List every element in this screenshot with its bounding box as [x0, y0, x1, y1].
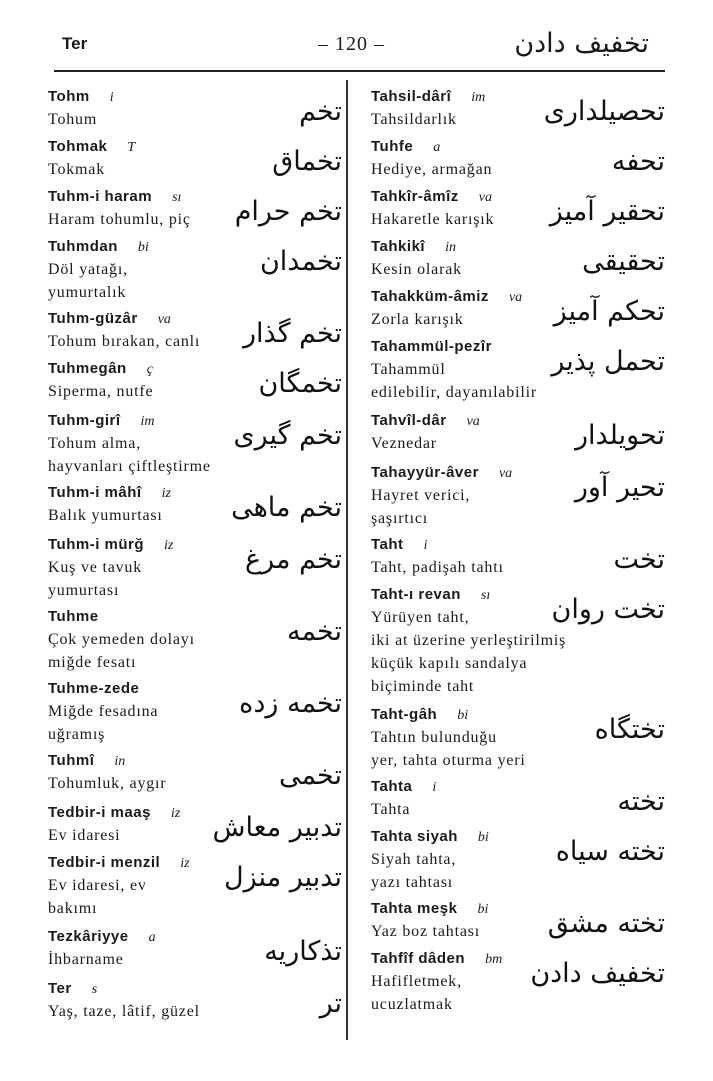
- entry-headword: Tuhme: [48, 608, 99, 625]
- entry-grammar-tag: bi: [457, 708, 469, 723]
- entry-headword: Tahayyür-âver: [371, 464, 479, 481]
- dictionary-entry: [371, 828, 671, 894]
- dictionary-entry: [371, 238, 671, 281]
- entry-definition-line: Siperma, nutfe: [48, 383, 154, 400]
- entry-arabic-script: تخم ماهی: [231, 492, 342, 523]
- entry-arabic-script: تختگاه: [594, 714, 665, 745]
- entry-definition-line: Yaş, taze, lâtif, güzel: [48, 1003, 200, 1020]
- entry-arabic-script: تحیر آور: [574, 472, 665, 503]
- entry-arabic-script: تخت: [613, 544, 665, 575]
- entry-definition-line: Ev idaresi, ev: [48, 877, 147, 894]
- entry-grammar-tag: iz: [180, 856, 190, 871]
- entry-headword: Tedbir-i maaş: [48, 804, 151, 821]
- dictionary-entry: [371, 338, 671, 404]
- entry-arabic-script: تخته سیاه: [555, 836, 665, 867]
- entry-arabic-script: تخم گذار: [242, 318, 342, 349]
- entry-grammar-tag: i: [109, 90, 114, 105]
- entry-definition-line: Tohum: [48, 111, 98, 128]
- entry-headword: Tahkikî: [371, 238, 426, 255]
- entry-definition-line: yumurtası: [48, 582, 120, 599]
- entry-definition-line: yazı tahtası: [371, 874, 454, 891]
- entry-head-line: [48, 980, 348, 1000]
- entry-headword: Tahta meşk: [371, 900, 458, 917]
- entry-grammar-tag: T: [127, 140, 136, 155]
- dictionary-entry: [371, 412, 671, 455]
- dictionary-entry: [371, 288, 671, 331]
- entry-definition-line: Hayret verici,: [371, 487, 471, 504]
- entry-headword: Tuhmdan: [48, 238, 118, 255]
- dictionary-entry: [48, 188, 348, 231]
- entry-headword: Tahakküm-âmiz: [371, 288, 489, 305]
- entry-headword: Tahsil-dârî: [371, 88, 452, 105]
- entry-grammar-tag: i: [432, 780, 437, 795]
- entry-definition-line: Veznedar: [371, 435, 437, 452]
- entry-definition-line: Döl yatağı,: [48, 261, 128, 278]
- dictionary-entry: [48, 804, 348, 847]
- entry-headword: Tohm: [48, 88, 90, 105]
- entry-definition-line: Hediye, armağan: [371, 161, 493, 178]
- entry-grammar-tag: bm: [485, 952, 503, 967]
- entry-headword: Tahvîl-dâr: [371, 412, 447, 429]
- entry-arabic-script: تدبیر منزل: [224, 862, 342, 893]
- entry-definition-line: Tahammül: [371, 361, 446, 378]
- entry-definition-line: miğde fesatı: [48, 654, 137, 671]
- entry-headword: Tuhm-i mürğ: [48, 536, 145, 553]
- entry-definition-line: yer, tahta oturma yeri: [371, 752, 526, 769]
- dictionary-entry: [48, 752, 348, 795]
- entry-definition-line: Haram tohumlu, piç: [48, 211, 191, 228]
- entry-definition-line: Yürüyen taht,: [371, 609, 470, 626]
- entry-headword: Tahfîf dâden: [371, 950, 466, 967]
- entry-arabic-script: تخم مرغ: [245, 544, 342, 575]
- entry-grammar-tag: ç: [146, 362, 153, 377]
- entry-arabic-script: تدبیر معاش: [212, 812, 342, 843]
- entry-arabic-script: تخمه زده: [239, 688, 342, 719]
- dictionary-entry: [48, 680, 348, 746]
- dictionary-entry: [371, 586, 671, 698]
- entry-arabic-script: تحقیر آمیز: [549, 196, 665, 227]
- entry-headword: Taht-gâh: [371, 706, 438, 723]
- dictionary-entry: [371, 536, 671, 579]
- entry-definition-line: ucuzlatmak: [371, 996, 453, 1013]
- header-rule: [54, 70, 665, 72]
- dictionary-entry: [48, 608, 348, 674]
- entry-grammar-tag: i: [423, 538, 428, 553]
- entry-definition-line: Balık yumurtası: [48, 507, 163, 524]
- dictionary-entry: [48, 310, 348, 353]
- entry-definition-line: Miğde fesadına: [48, 703, 159, 720]
- entry-headword: Taht: [371, 536, 404, 553]
- entry-grammar-tag: in: [114, 754, 126, 769]
- entry-definition-line: Tohumluk, aygır: [48, 775, 167, 792]
- dictionary-entry: [371, 138, 671, 181]
- entry-grammar-tag: va: [466, 414, 480, 429]
- dictionary-entry: [48, 138, 348, 181]
- entry-arabic-script: تخت روان: [551, 594, 665, 625]
- dictionary-entry: [48, 854, 348, 920]
- dictionary-entry: [371, 706, 671, 772]
- entry-definition-line: Tohum bırakan, canlı: [48, 333, 201, 350]
- entry-definition-line: Tahtın bulunduğu: [371, 729, 497, 746]
- entry-grammar-tag: a: [433, 140, 441, 155]
- entry-definition-line: uğramış: [48, 726, 106, 743]
- entry-grammar-tag: in: [445, 240, 456, 255]
- dictionary-entry: [48, 536, 348, 602]
- entry-definition-line: Ev idaresi: [48, 827, 121, 844]
- entry-grammar-tag: im: [140, 414, 155, 429]
- entry-headword: Tezkâriyye: [48, 928, 129, 945]
- entry-arabic-script: تخمه: [286, 616, 342, 647]
- entry-grammar-tag: a: [148, 930, 156, 945]
- entry-headword: Taht-ı revan: [371, 586, 461, 603]
- entry-arabic-script: تخته: [617, 786, 665, 817]
- dictionary-entry: [371, 950, 671, 1016]
- entry-arabic-script: تحویلدار: [574, 420, 665, 451]
- entry-arabic-script: تخمی: [278, 760, 342, 791]
- entry-grammar-tag: iz: [164, 538, 174, 553]
- entry-headword: Tuhmegân: [48, 360, 127, 377]
- entry-grammar-tag: va: [157, 312, 171, 327]
- entry-definition-line: iki at üzerine yerleştirilmiş: [371, 632, 567, 649]
- entry-definition-line: Zorla karışık: [371, 311, 464, 328]
- entry-grammar-tag: iz: [161, 486, 171, 501]
- entry-grammar-tag: sı: [480, 588, 491, 603]
- entry-definition-line: Çok yemeden dolayı: [48, 631, 195, 648]
- entry-definition-line: edilebilir, dayanılabilir: [371, 384, 537, 401]
- entry-grammar-tag: va: [478, 190, 492, 205]
- entry-arabic-script: تذکاریه: [264, 936, 342, 967]
- entry-arabic-script: تحفه: [611, 146, 665, 177]
- dictionary-entry: [48, 484, 348, 527]
- entry-definition-line: hayvanları çiftleştirme: [48, 458, 211, 475]
- entry-headword: Tuhme-zede: [48, 680, 140, 697]
- entry-definition-line: küçük kapılı sandalya: [371, 655, 528, 672]
- entry-definition-line: şaşırtıcı: [371, 510, 428, 527]
- entry-grammar-tag: bi: [477, 830, 489, 845]
- dictionary-entry: [371, 464, 671, 530]
- entry-headword: Tuhm-i mâhî: [48, 484, 142, 501]
- entry-definition-line: İhbarname: [48, 951, 124, 968]
- entry-headword: Tohmak: [48, 138, 108, 155]
- entry-arabic-script: تخماق: [272, 146, 342, 177]
- entry-headword: Tedbir-i menzil: [48, 854, 161, 871]
- entry-definition-line: yumurtalık: [48, 284, 127, 301]
- entry-headword: Tuhm-i haram: [48, 188, 153, 205]
- entry-definition-line: Yaz boz tahtası: [371, 923, 481, 940]
- entry-arabic-script: تحقیقی: [582, 246, 665, 277]
- header-arabic-guide-word: تخفيف دادن: [514, 28, 649, 59]
- entry-definition-line: Tohum alma,: [48, 435, 141, 452]
- entry-definition-line: Siyah tahta,: [371, 851, 457, 868]
- dictionary-entry: [371, 778, 671, 821]
- entry-definition-line: Tokmak: [48, 161, 106, 178]
- entry-headword: Tuhm-girî: [48, 412, 121, 429]
- dictionary-entry: [48, 360, 348, 403]
- entry-arabic-script: تحصیلداری: [543, 96, 665, 127]
- entry-definition-line: bakımı: [48, 900, 98, 917]
- dictionary-entry: [48, 928, 348, 971]
- entry-definition-line: Hakaretle karışık: [371, 211, 495, 228]
- page-number: – 120 –: [318, 33, 385, 55]
- entry-headword: Tahta siyah: [371, 828, 458, 845]
- entry-arabic-script: تخمدان: [259, 246, 342, 277]
- entry-grammar-tag: s: [91, 982, 98, 997]
- entry-arabic-script: تخم: [299, 96, 342, 127]
- entry-headword: Ter: [48, 980, 72, 997]
- entry-headword: Tuhfe: [371, 138, 414, 155]
- dictionary-entry: [371, 88, 671, 131]
- entry-headword: Tuhm-güzâr: [48, 310, 138, 327]
- entry-grammar-tag: bi: [137, 240, 149, 255]
- entry-grammar-tag: bi: [477, 902, 489, 917]
- dictionary-entry: [371, 188, 671, 231]
- entry-grammar-tag: va: [498, 466, 513, 481]
- entry-definition-line: Taht, padişah tahtı: [371, 559, 504, 576]
- entry-headword: Tahammül-pezîr: [371, 338, 492, 355]
- dictionary-entry: [48, 88, 348, 131]
- entry-arabic-script: تخته مشق: [547, 908, 665, 939]
- entry-headword: Tahta: [371, 778, 413, 795]
- entry-definition-line: Tahsildarlık: [371, 111, 457, 128]
- dictionary-entry: [48, 412, 348, 478]
- entry-grammar-tag: va: [508, 290, 523, 305]
- entry-definition-line: Tahta: [371, 801, 411, 818]
- entry-arabic-script: تخم گیری: [233, 420, 342, 451]
- header-guide-word: Ter: [62, 34, 88, 53]
- dictionary-entry: [371, 900, 671, 943]
- entry-arabic-script: تخفیف دادن: [530, 958, 665, 989]
- entry-headword: Tahkîr-âmîz: [371, 188, 459, 205]
- dictionary-entry: [48, 980, 348, 1023]
- entry-definition-line: biçiminde taht: [371, 678, 475, 695]
- entry-grammar-tag: iz: [170, 806, 181, 821]
- entry-definition-line: Kuş ve tavuk: [48, 559, 143, 576]
- dictionary-entry: [48, 238, 348, 304]
- entry-arabic-script: تر: [319, 988, 342, 1019]
- entry-grammar-tag: im: [471, 90, 486, 105]
- entry-headword: Tuhmî: [48, 752, 95, 769]
- entry-arabic-script: تحکم آمیز: [553, 296, 665, 327]
- entry-arabic-script: تخم حرام: [234, 196, 342, 227]
- entry-definition-line: Kesin olarak: [371, 261, 462, 278]
- entry-arabic-script: تخمگان: [258, 368, 342, 399]
- entry-grammar-tag: sı: [172, 190, 182, 205]
- entry-arabic-script: تحمل پذیر: [551, 346, 665, 377]
- entry-definition-line: Hafifletmek,: [371, 973, 462, 990]
